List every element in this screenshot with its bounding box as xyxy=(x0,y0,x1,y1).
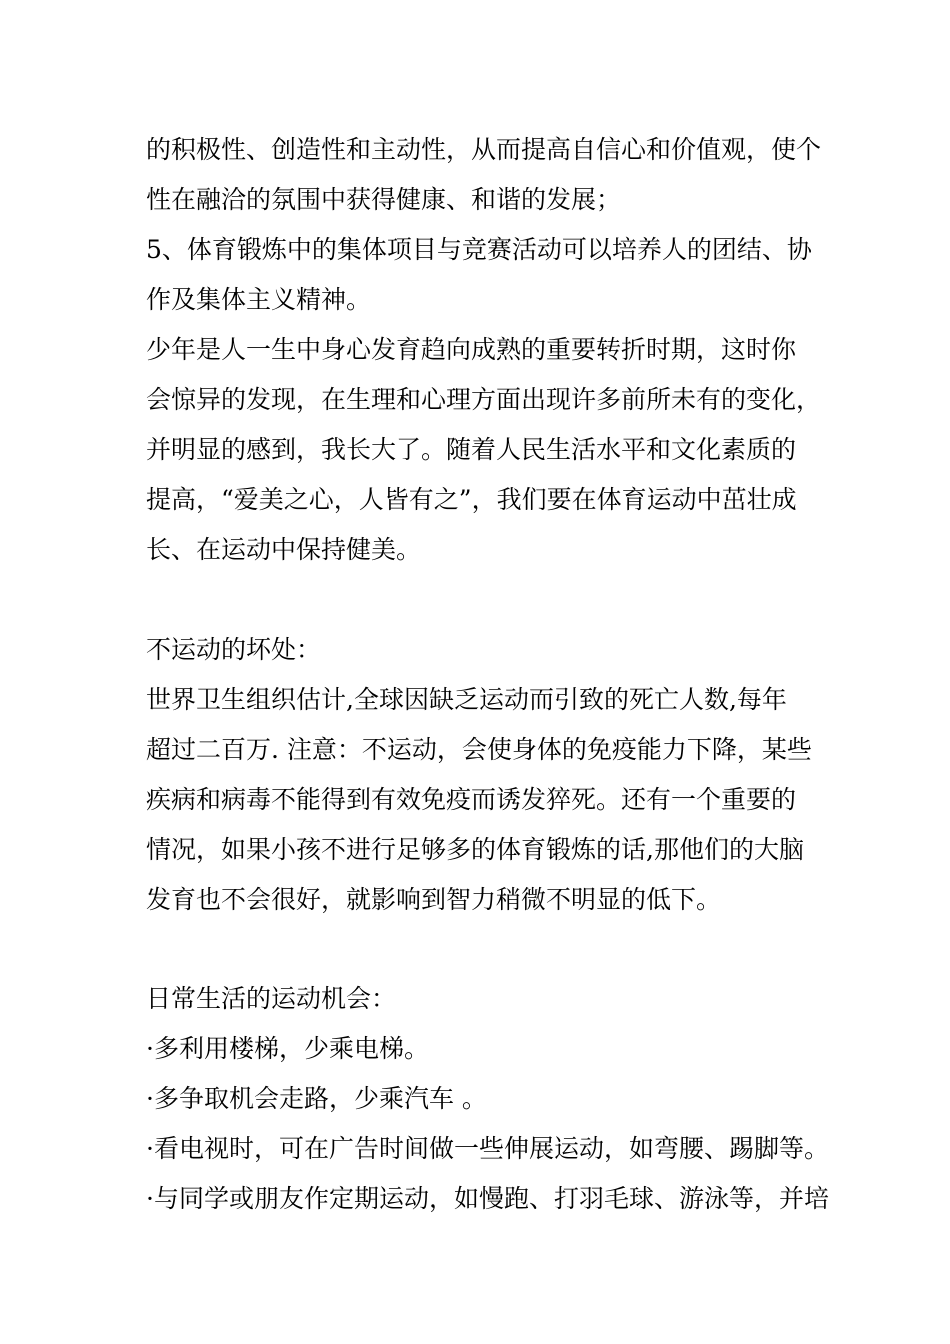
text-line: 作及集体主义精神。 xyxy=(146,285,372,314)
text-line: 疾病和病毒不能得到有效免疫而诱发猝死。还有一个重要的 xyxy=(146,785,797,814)
list-item: ·多争取机会走路，少乘汽车 。 xyxy=(146,1084,487,1113)
list-item: ·看电视时，可在广告时间做一些伸展运动，如弯腰、踢脚等。 xyxy=(146,1134,829,1163)
text-line: 超过二百万. 注意：不运动，会使身体的免疫能力下降，某些 xyxy=(146,735,812,764)
text-line: 性在融洽的氛围中获得健康、和谐的发展； xyxy=(146,185,622,214)
text-line: 提高，“爱美之心，人皆有之”，我们要在体育运动中茁壮成 xyxy=(146,485,797,514)
list-item: ·多利用楼梯，少乘电梯。 xyxy=(146,1034,429,1063)
text-line: 5、体育锻炼中的集体项目与竞赛活动可以培养人的团结、协 xyxy=(146,235,812,264)
section-heading: 日常生活的运动机会： xyxy=(146,984,397,1013)
text-line: 发育也不会很好，就影响到智力稍微不明显的低下。 xyxy=(146,885,722,914)
text-line: 的积极性、创造性和主动性，从而提高自信心和价值观，使个 xyxy=(146,135,822,164)
text-line: 世界卫生组织估计,全球因缺乏运动而引致的死亡人数,每年 xyxy=(146,685,787,714)
text-line: 情况，如果小孩不进行足够多的体育锻炼的话,那他们的大脑 xyxy=(146,835,804,864)
text-line: 会惊异的发现，在生理和心理方面出现许多前所未有的变化， xyxy=(146,385,822,414)
text-line: 长、在运动中保持健美。 xyxy=(146,535,422,564)
list-item: ·与同学或朋友作定期运动，如慢跑、打羽毛球、游泳等，并培 xyxy=(146,1184,829,1213)
text-line: 少年是人一生中身心发育趋向成熟的重要转折时期，这时你 xyxy=(146,335,797,364)
text-line: 并明显的感到，我长大了。随着人民生活水平和文化素质的 xyxy=(146,435,797,464)
section-heading: 不运动的坏处： xyxy=(146,635,322,664)
